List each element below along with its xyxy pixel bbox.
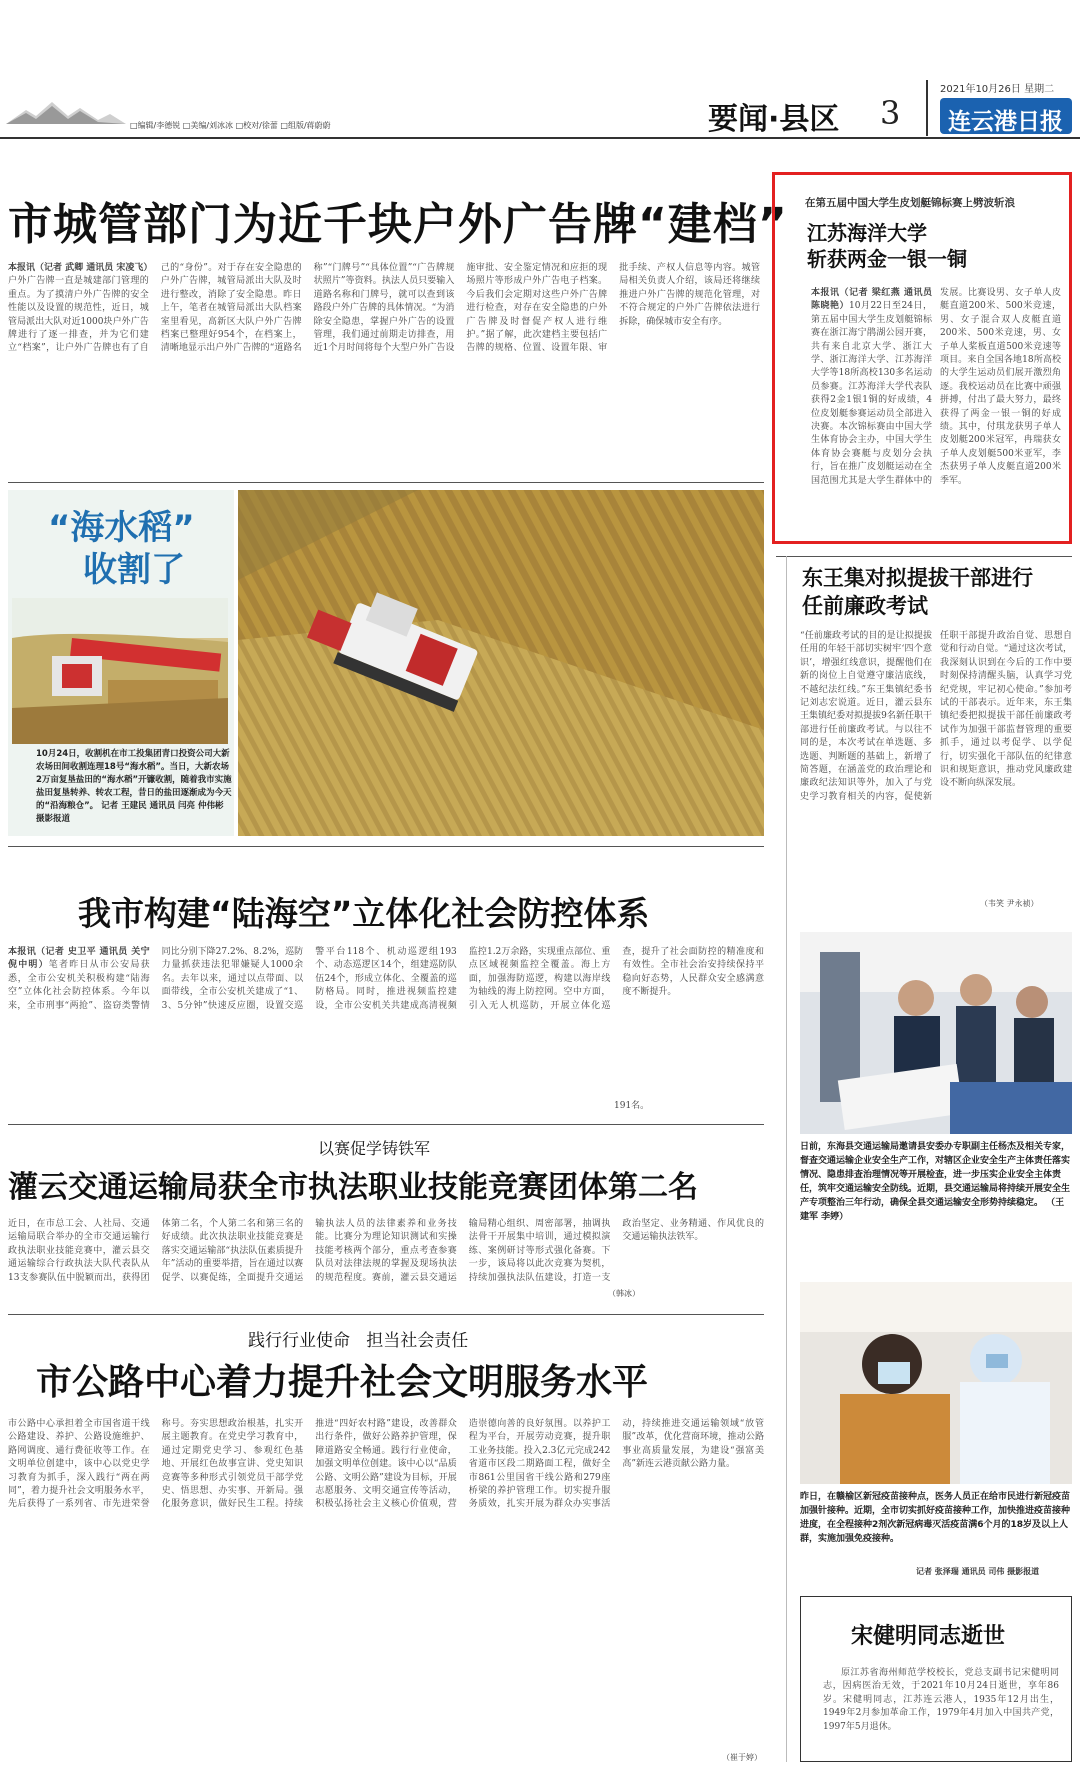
sports-article bbox=[811, 287, 1061, 531]
highway-credit: （崔于婷） bbox=[722, 1753, 762, 1762]
obituary-headline: 宋健明同志逝世 bbox=[851, 1624, 1006, 1649]
traffic-inspection-photo bbox=[800, 932, 1072, 1134]
lead-headline: 市城管部门为近千块户外广告牌“建档” bbox=[8, 199, 788, 250]
paper-name: 连云港日报 bbox=[948, 109, 1063, 135]
dongwang-headline-line2: 任前廉政考试 bbox=[802, 594, 928, 618]
vaccine-caption: 昨日，在赣榆区新冠疫苗接种点，医务人员正在给市民进行新冠疫苗加强针接种。近期，全市切实抓好疫苗接种工作，加快推进疫苗接种进度，在全程接种2剂次新冠病毒灭活疫苗满6个月的18岁及以上人群，实施加强免疫接种。 bbox=[800, 1492, 1071, 1544]
mountain-logo-icon bbox=[6, 100, 126, 126]
highway-kicker: 践行行业使命 担当社会责任 bbox=[248, 1331, 469, 1351]
sea-rice-caption: 10月24日，收割机在市工投集团青口投资公司大新农场田间收割连理18号“海水稻”。当日，大新农场2万亩复垦盐田的“海水稻”开镰收割，随着我市实施盐田复垦转养、转农工程，昔日的盐田逐渐成为今天的“沿海粮仓”。 记者 王建民 通讯员 闫亮 仲伟彬 摄影报道 bbox=[36, 749, 232, 824]
sports-headline-line2: 斩获两金一银一铜 bbox=[807, 247, 967, 271]
contest-kicker: 以赛促学铸铁军 bbox=[318, 1139, 431, 1158]
lead-byline: 本报讯（记者 武卿 通讯员 宋凌飞） bbox=[8, 263, 153, 273]
sea-rice-title-line2: 收割了 bbox=[83, 550, 185, 590]
defense-byline: 本报讯（记者 史卫平 通讯员 关宁 倪中明） bbox=[8, 947, 150, 971]
editor-credits: □编辑/李德锐 □美编/刘冰冰 □校对/徐蕾 □组版/蒋蔚蔚 bbox=[130, 121, 331, 130]
harvester-small-photo bbox=[12, 598, 228, 744]
masthead bbox=[0, 0, 1080, 138]
sports-headline-line1: 江苏海洋大学 bbox=[807, 221, 927, 245]
defense-headline: 我市构建“陆海空”立体化社会防控体系 bbox=[78, 894, 650, 933]
sea-rice-feature bbox=[8, 490, 764, 836]
vaccination-photo bbox=[800, 1282, 1072, 1484]
page-number: 3 bbox=[880, 94, 901, 132]
issue-date: 2021年10月26日 星期二 bbox=[940, 84, 1055, 95]
vaccine-credit: 记者 张泽瑞 通讯员 司伟 摄影报道 bbox=[916, 1567, 1040, 1576]
defense-article-body: 本报讯（记者 史卫平 通讯员 关宁 倪中明）笔者昨日从市公安局获悉，全市公安机关积极构建“陆海空”立体化社会防控体系。今年以来，全市刑事“两抢”、盗窃类警情同比分别下降27.2%、8.2%，巡防力量抓获违法犯罪嫌疑人1000余名。去年以来，通过以点带面、以面带线，全市公安机关建成了“1、3、5分钟”快速反应圈，设置交巡警平台118个、机动巡逻组193个、动态巡逻区14个，组建巡防队伍24个，形成立体化、全覆盖的巡防格局。同时，推进视频监控建设，全市公安机关共建成高清视频监控1.2万余路，实现重点部位、重点区域视频监控全覆盖。海上方面，加强海防巡逻，构建以海岸线为轴线的海上防控网。空中方面，引入无人机巡防，开展立体化巡查，提升了社会面防控的精准度和有效性。全市社会治安持续保持平稳向好态势，人民群众安全感满意度不断提升。 bbox=[8, 947, 764, 1011]
sports-body: 10月22日至24日，第五届中国大学生皮划艇锦标赛在浙江海宁鹃湖公园开赛，共有来自北京大学、浙江大学、浙江海洋大学、江苏海洋大学等18所高校130多名运动员参赛。江苏海洋大学代表队获得2金1银1铜的好成绩，4位皮划艇参赛运动员全部进入决赛。本次锦标赛由中国大学生体育协会主办，中国大学生体育协会赛艇与皮划分会执行，旨在推广皮划艇运动在全国范围尤其是大学生群体中的发展。比赛设男、女子单人皮艇直道200米、500米竞速，男、女子混合双人皮艇直道200米、500米竞速，男、女子单人桨板直道500米竞速等项目。来自全国各地18所高校的大学生运动员们展开激烈角逐。我校运动员在比赛中顽强拼搏，付出了最大努力，最终获得了两金一银一铜的好成绩。其中，付琪龙获男子单人皮划艇200米冠军，冉瑞获女子单人皮划艇500米亚军，李杰获男子单人皮艇直道200米季军。 bbox=[811, 288, 1061, 486]
obituary-box bbox=[800, 1596, 1072, 1762]
obituary-body: 原江苏省海州师范学校校长，党总支副书记宋健明同志，因病医治无效，于2021年10月24日逝世，享年86岁。宋健明同志，江苏连云港人，1935年12月出生，1949年2月参加革命工作，1979年4月加入中国共产党，1997年5月退休。 bbox=[823, 1668, 1059, 1732]
contest-headline: 灌云交通运输局获全市执法职业技能竞赛团体第二名 bbox=[8, 1170, 698, 1205]
contest-article-body: 近日，在市总工会、人社局、交通运输局联合举办的全市交通运输行政执法职业技能竞赛中，灌云县交通运输综合行政执法大队代表队从13支参赛队伍中脱颖而出，获得团体第二名，个人第二名和第三名的好成绩。此次执法职业技能竞赛是落实交通运输部“执法队伍素质提升年”活动的重要举措，旨在通过以赛促学、以赛促练，全面提升交通运输执法人员的法律素养和业务技能。比赛分为理论知识测试和实操技能考核两个部分，重点考查参赛队员对法律法规的掌握及现场执法的规范程度。赛前，灌云县交通运输局精心组织、周密部署，抽调执法骨干开展集中培训，通过模拟演练、案例研讨等形式强化备赛。下一步，该局将以此次竞赛为契机，持续加强执法队伍建设，打造一支政治坚定、业务精通、作风优良的交通运输执法铁军。 bbox=[8, 1219, 764, 1283]
sea-rice-title-line1: “海水稻” bbox=[48, 508, 195, 548]
sports-kicker: 在第五届中国大学生皮划艇锦标赛上劈波斩浪 bbox=[805, 197, 1015, 209]
sports-byline: 本报讯（记者 梁红燕 通讯员 陈晓艳） bbox=[811, 288, 932, 312]
harvest-field-photo bbox=[238, 490, 764, 836]
dongwang-credit: （韦笑 尹永祯） bbox=[980, 899, 1039, 908]
lead-article-body bbox=[8, 262, 760, 448]
sea-rice-credit: 记者 王建民 通讯员 闫亮 仲伟彬 摄影报道 bbox=[36, 801, 224, 824]
defense-end-line: 191名。 bbox=[614, 1101, 650, 1111]
traffic-credit: （王建军 李婷） bbox=[800, 1198, 1065, 1222]
highway-headline: 市公路中心着力提升社会文明服务水平 bbox=[36, 1362, 649, 1403]
highway-article-body: 市公路中心承担着全市国省道干线公路建设、养护、公路设施维护、路网调度、通行费征收等工作。在文明单位创建中，该中心以党史学习教育为抓手，深入践行“两在两同”，着力提升社会文明服务水平，先后获得了一系列省、市先进荣誉称号。夯实思想政治根基，扎实开展主题教育。在党史学习教育中，通过定期党史学习、参观红色基地、开展红色故事宣讲、党史知识竞赛等多种形式引领党员干部学党史、悟思想、办实事、开新局。强化服务意识，做好民生工程。持续推进“四好农村路”建设，改善群众出行条件，做好公路养护管理，保障道路安全畅通。践行行业使命，加强文明单位创建。该中心以“品质公路、文明公路”建设为目标，开展志愿服务、文明交通宣传等活动，积极弘扬社会主义核心价值观，营造崇德向善的良好氛围。以养护工程为平台，开展劳动竞赛，提升职工业务技能。投入2.3亿元完成242省道市区段二期路面工程，做好全市861公里国省干线公路和279座桥梁的养护管理工作。切实提升服务质效，扎实开展为群众办实事活动，持续推进交通运输领域“放管服”改革，优化营商环境，推动公路事业高质量发展，为建设“强富美高”新连云港贡献公路力量。 bbox=[8, 1419, 764, 1510]
lead-body: 户外广告牌一直是城建部门管理的重点。为了摸清户外广告牌的安全性能以及设置的规范性，近日，城管局派出大队对近1000块户外广告牌进行了逐一排查，并为它们建立“档案”，让户外广告牌也有了自己的“身份”。对于存在安全隐患的户外广告牌，城管局派出大队及时进行整改，消除了安全隐患。昨日上午，笔者在城管局派出大队档案室里看见，高新区大队户外广告牌档案已整理好954个，在档案上，清晰地显示出户外广告牌的“道路名称”“门牌号”“具体位置”“广告牌规状照片”等资料。执法人员只要输入道路名称和门牌号，就可以查到该路段户外广告牌的具体情况。“为消除安全隐患，掌握户外广告的设置管理，我们通过前期走访排查，用近1个月时间将每个大型户外广告设施审批、安全鉴定情况和应拒的现场照片等形成户外广告电子档案。今后我们会定期对这些户外广告牌进行检查，对存在安全隐患的户外广告牌及时督促产权人进行维护。”据了解，此次建档主要包括广告牌的规格、位置、设置年限、审批手续、产权人信息等内容。城管局相关负责人介绍，该局还将继续推进户外广告牌的规范化管理，对不符合规定的户外广告牌依法进行拆除，确保城市安全有序。 bbox=[8, 263, 760, 354]
sports-news-box bbox=[772, 172, 1072, 544]
section-title: 要闻·县区 bbox=[708, 102, 840, 137]
dongwang-headline-line1: 东王集对拟提拔干部进行 bbox=[802, 566, 1033, 590]
contest-credit: （韩冰） bbox=[608, 1289, 640, 1298]
traffic-caption: 日前，东海县交通运输局邀请县安委办专职副主任杨杰及相关专家，督查交通运输企业安全生产工作，对辖区企业安全生产主体责任落实情况、隐患排查治理情况等开展检查，进一步压实企业安全主体责任，筑牢交通运输安全防线。近期，县交通运输局将持续开展安全生产专项整治三年行动，确保全县交通运输安全形势持续稳定。 （王建军 李婷） bbox=[800, 1142, 1071, 1222]
dongwang-article-body: “任前廉政考试的目的是让拟提拔任用的年轻干部切实树牢‘四个意识’，增强红线意识，提醒他们在新的岗位上自觉遵守廉洁底线，不越纪法红线。”东王集镇纪委书记刘志宏说道。近日，灌云县东王集镇纪委对拟提拔9名新任职干部进行任前廉政考试。与以往不同的是，本次考试在单选题、多选题、判断题的基础上，新增了简答题，在涵盖党的政治理论和廉政纪法知识等外，加入了与党史学习教育相关的内容，促使新任职干部提升政治自觉、思想自觉和行动自觉。“通过这次考试，我深刻认识到在今后的工作中要时刻保持清醒头脑，认真学习党纪党规，牢记初心使命。”参加考试的干部表示。近年来，东王集镇纪委把拟提拔干部任前廉政考试作为加强干部监督管理的重要抓手，通过以考促学、以学促行，切实强化干部队伍的纪律意识和规矩意识，推动党风廉政建设不断向纵深发展。 bbox=[800, 631, 1072, 802]
